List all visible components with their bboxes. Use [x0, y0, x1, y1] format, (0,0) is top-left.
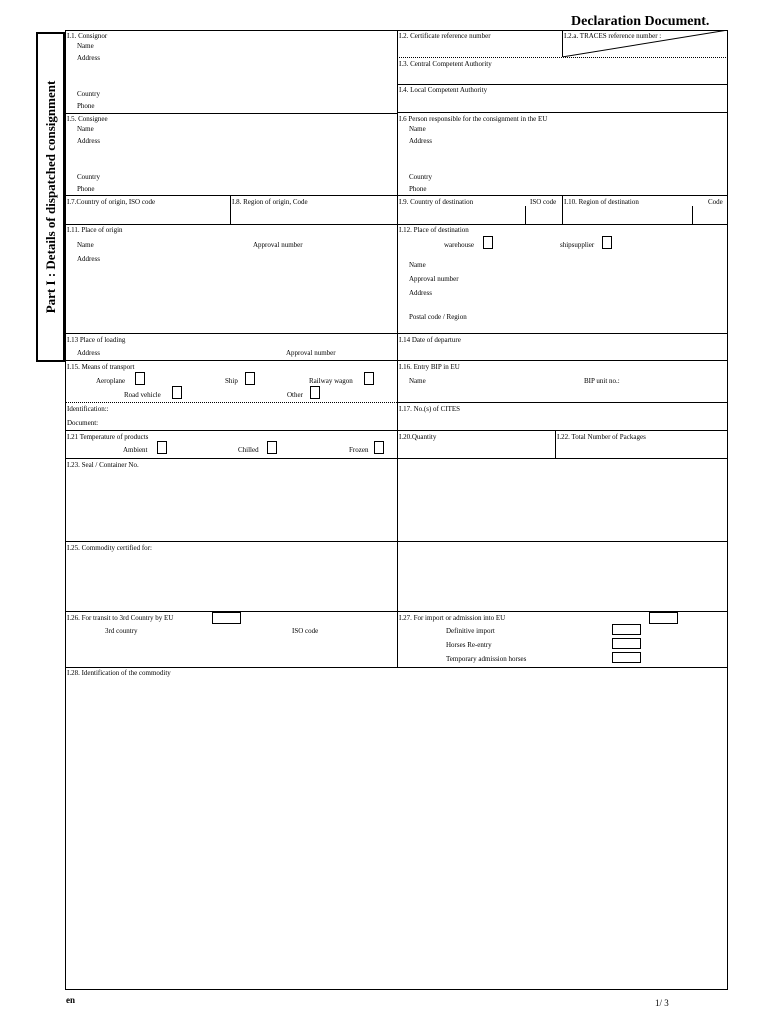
place-loading-label: I.13 Place of loading — [67, 336, 126, 344]
destination-approval-label: Approval number — [409, 275, 459, 283]
other-checkbox[interactable] — [310, 386, 320, 399]
ambient-checkbox[interactable] — [157, 441, 167, 454]
horses-reentry-label: Horses Re-entry — [446, 641, 492, 649]
consignor-name-label: Name — [77, 42, 94, 50]
means-transport-label: I.15. Means of transport — [67, 363, 135, 371]
definitive-import-checkbox[interactable] — [612, 624, 641, 635]
cites-label: I.17. No.(s) of CITES — [399, 405, 461, 413]
other-label: Other — [287, 391, 303, 399]
postal-code-label: Postal code / Region — [409, 313, 467, 321]
identification-label: Identification:: — [67, 405, 109, 413]
frozen-checkbox[interactable] — [374, 441, 384, 454]
consignee-address-label: Address — [77, 137, 100, 145]
third-country-label: 3rd country — [105, 627, 138, 635]
railway-checkbox[interactable] — [364, 372, 374, 385]
language-code: en — [66, 995, 75, 1005]
road-label: Road vehicle — [124, 391, 161, 399]
shipsupplier-label: shipsupplier — [560, 241, 595, 249]
part-label-box — [36, 32, 65, 362]
part-label: Part I : Details of dispatched consignment — [42, 80, 58, 314]
origin-address-label: Address — [77, 255, 100, 263]
ship-label: Ship — [225, 377, 238, 385]
import-checkbox[interactable] — [649, 612, 678, 624]
destination-address-label: Address — [409, 289, 432, 297]
consignee-phone-label: Phone — [77, 185, 95, 193]
loading-address-label: Address — [77, 349, 100, 357]
loading-approval-label: Approval number — [286, 349, 336, 357]
consignee-name-label: Name — [77, 125, 94, 133]
traces-ref-label: I.2.a. TRACES reference number : — [564, 32, 662, 40]
person-address-label: Address — [409, 137, 432, 145]
document-title: Declaration Document. — [571, 14, 710, 29]
temp-admission-checkbox[interactable] — [612, 652, 641, 663]
total-packages-label: I.22. Total Number of Packages — [557, 433, 646, 441]
bip-unit-label: BIP unit no.: — [584, 377, 620, 385]
road-checkbox[interactable] — [172, 386, 182, 399]
shipsupplier-checkbox[interactable] — [602, 236, 612, 249]
consignor-label: I.1. Consignor — [67, 32, 108, 40]
person-name-label: Name — [409, 125, 426, 133]
consignor-country-label: Country — [77, 90, 100, 98]
import-label: I.27. For import or admission into EU — [399, 614, 506, 622]
cert-ref-label: I.2. Certificate reference number — [399, 32, 491, 40]
ship-checkbox[interactable] — [245, 372, 255, 385]
horses-reentry-checkbox[interactable] — [612, 638, 641, 649]
destination-name-label: Name — [409, 261, 426, 269]
region-origin-label: I.8. Region of origin, Code — [232, 198, 308, 206]
iso-code-label: ISO code — [530, 198, 557, 206]
page-number: 1/ 3 — [655, 998, 669, 1008]
consignee-label: I.5. Consignee — [67, 115, 108, 123]
transit-label: I.26. For transit to 3rd Country by EU — [67, 614, 174, 622]
temp-admission-label: Temporary admission horses — [446, 655, 527, 663]
region-destination-label: I.10. Region of destination — [564, 198, 639, 206]
chilled-checkbox[interactable] — [267, 441, 277, 454]
person-country-label: Country — [409, 173, 432, 181]
bip-name-label: Name — [409, 377, 426, 385]
document-label: Document: — [67, 419, 99, 427]
origin-name-label: Name — [77, 241, 94, 249]
person-responsible-label: I.6 Person responsible for the consignment in the EU — [399, 115, 548, 123]
definitive-import-label: Definitive import — [446, 627, 495, 635]
consignor-phone-label: Phone — [77, 102, 95, 110]
warehouse-label: warehouse — [444, 241, 474, 249]
code-label: Code — [708, 198, 723, 206]
consignee-country-label: Country — [77, 173, 100, 181]
transit-iso-label: ISO code — [292, 627, 319, 635]
temperature-label: I.21 Temperature of products — [67, 433, 149, 441]
warehouse-checkbox[interactable] — [483, 236, 493, 249]
central-authority-label: I.3. Central Competent Authority — [399, 60, 492, 68]
seal-label: I.23. Seal / Container No. — [67, 461, 139, 469]
aeroplane-checkbox[interactable] — [135, 372, 145, 385]
quantity-label: I.20.Quantity — [399, 433, 437, 441]
entry-bip-label: I.16. Entry BIP in EU — [399, 363, 460, 371]
country-destination-label: I.9. Country of destination — [399, 198, 474, 206]
date-departure-label: I.14 Date of departure — [399, 336, 461, 344]
country-origin-label: I.7.Country of origin, ISO code — [67, 198, 156, 206]
origin-approval-label: Approval number — [253, 241, 303, 249]
identification-commodity-label: I.28. Identification of the commodity — [67, 669, 171, 677]
aeroplane-label: Aeroplane — [96, 377, 126, 385]
railway-label: Railway wagon — [309, 377, 353, 385]
place-destination-label: I.12. Place of destination — [399, 226, 469, 234]
local-authority-label: I.4. Local Competent Authority — [399, 86, 488, 94]
transit-checkbox[interactable] — [212, 612, 241, 624]
commodity-certified-label: I.25. Commodity certified for: — [67, 544, 152, 552]
frozen-label: Frozen — [349, 446, 369, 454]
consignor-address-label: Address — [77, 54, 100, 62]
ambient-label: Ambient — [123, 446, 148, 454]
chilled-label: Chilled — [238, 446, 259, 454]
place-origin-label: I.11. Place of origin — [67, 226, 123, 234]
person-phone-label: Phone — [409, 185, 427, 193]
